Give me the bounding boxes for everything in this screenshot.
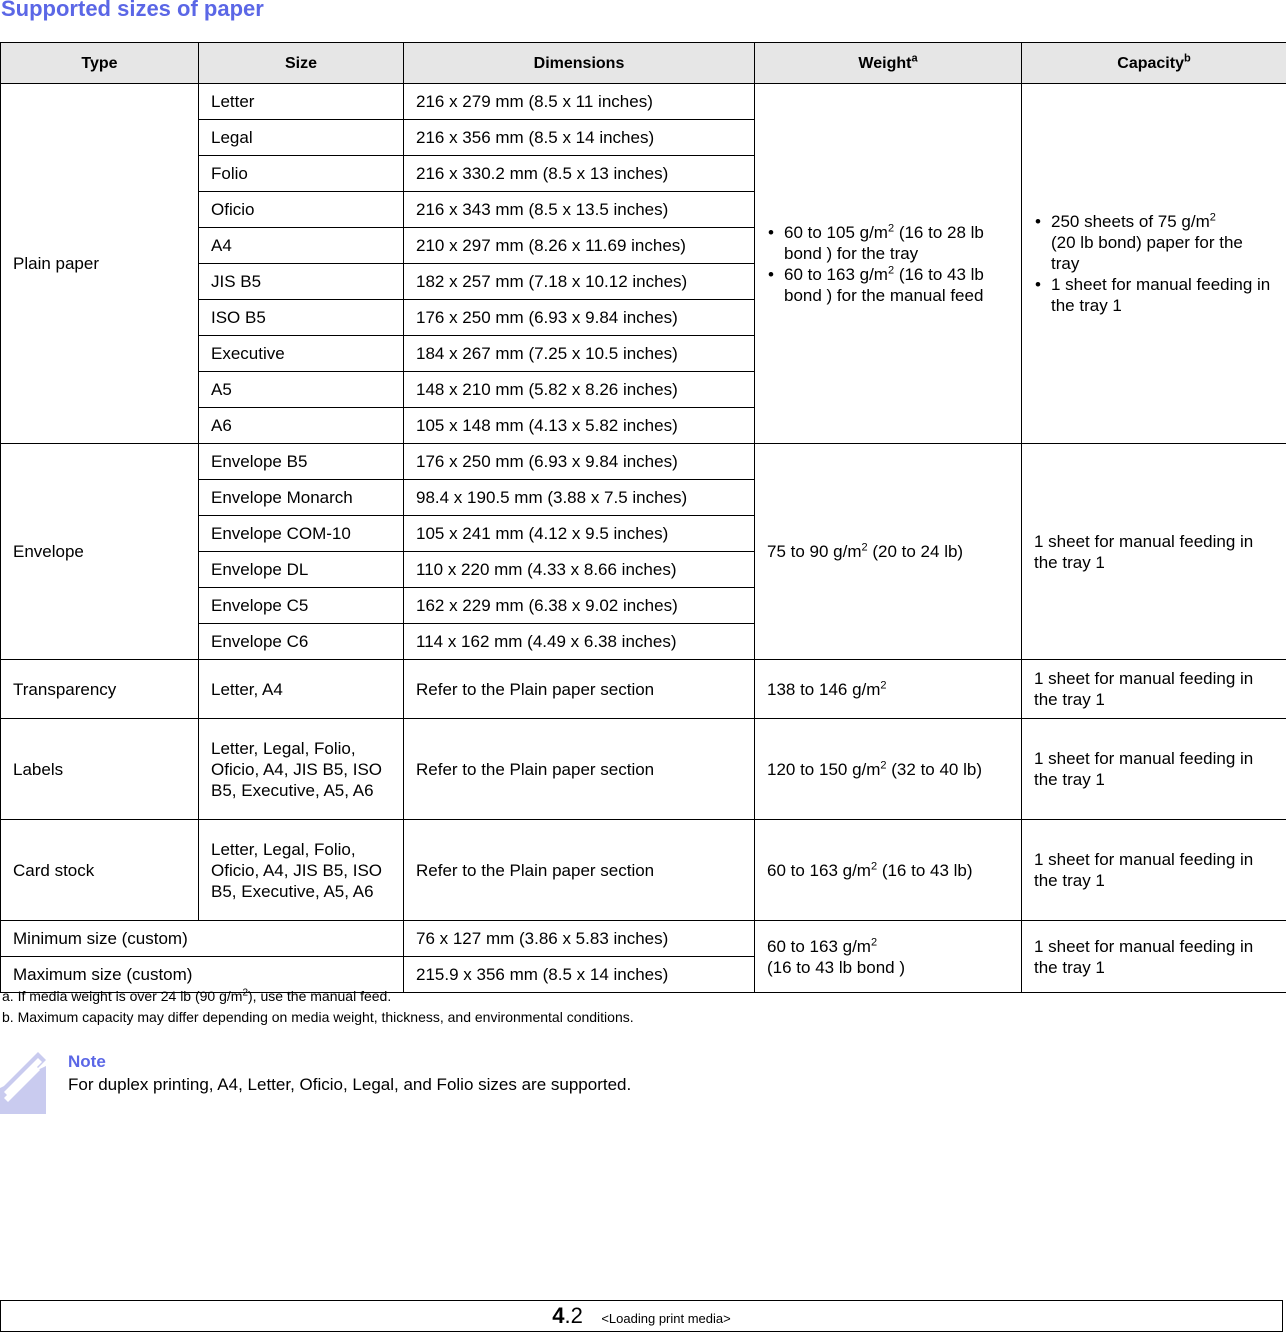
list-item: • 1 sheet for manual feeding in the tray 1 <box>1034 274 1274 316</box>
dimensions-cell: 176 x 250 mm (6.93 x 9.84 inches) <box>404 444 755 480</box>
size-cell: JIS B5 <box>199 264 404 300</box>
dimensions-cell: 216 x 356 mm (8.5 x 14 inches) <box>404 120 755 156</box>
section-name: <Loading print media> <box>601 1311 730 1326</box>
dimensions-cell: Refer to the Plain paper section <box>404 820 755 921</box>
dimensions-cell: 162 x 229 mm (6.38 x 9.02 inches) <box>404 588 755 624</box>
list-item: • 60 to 163 $g/m^2$ (16 to 43 lb bond ) for the manual feed <box>767 264 1009 306</box>
header-type: Type <box>1 43 199 84</box>
size-cell: Envelope B5 <box>199 444 404 480</box>
dimensions-cell: Refer to the Plain paper section <box>404 719 755 820</box>
dimensions-cell: 105 x 241 mm (4.12 x 9.5 inches) <box>404 516 755 552</box>
size-cell: Letter <box>199 84 404 120</box>
dimensions-cell: 216 x 279 mm (8.5 x 11 inches) <box>404 84 755 120</box>
page-title: Supported sizes of paper <box>1 0 264 22</box>
dimensions-cell: Refer to the Plain paper section <box>404 660 755 719</box>
capacity-cell <box>1022 84 1286 444</box>
weight-cell: 138 to 146 $g/m^2$ <box>755 660 1022 719</box>
size-cell: Envelope COM-10 <box>199 516 404 552</box>
footnote-b: b. Maximum capacity may differ depending on media weight, thickness, and environmental conditions. <box>2 1007 634 1028</box>
dimensions-cell: 182 x 257 mm (7.18 x 10.12 inches) <box>404 264 755 300</box>
footnote-a: a. If media weight is over 24 lb (90 $g/m^2$), use the manual feed. <box>2 986 634 1007</box>
dimensions-cell: 114 x 162 mm (4.49 x 6.38 inches) <box>404 624 755 660</box>
footnotes <box>2 986 634 1028</box>
table-header-row <box>1 43 1286 84</box>
dimensions-cell: 216 x 343 mm (8.5 x 13.5 inches) <box>404 192 755 228</box>
size-cell: Envelope C6 <box>199 624 404 660</box>
note-title: Note <box>68 1052 106 1072</box>
size-cell: Executive <box>199 336 404 372</box>
note-pencil-icon <box>0 1026 50 1116</box>
weight-cell <box>755 84 1022 444</box>
capacity-cell: 1 sheet for manual feeding in the tray 1 <box>1022 719 1286 820</box>
header-capacity: Capacity$^b$ <box>1022 43 1286 84</box>
table-row <box>1 820 1286 921</box>
size-cell: Envelope DL <box>199 552 404 588</box>
type-cell: Envelope <box>1 444 199 660</box>
dimensions-cell: 176 x 250 mm (6.93 x 9.84 inches) <box>404 300 755 336</box>
list-item: • 250 sheets of 75 $g/m^2$ (20 lb bond) paper for the tray <box>1034 211 1274 274</box>
footnote-ref-a: a <box>911 52 917 64</box>
type-cell: Plain paper <box>1 84 199 444</box>
dimensions-cell: 216 x 330.2 mm (8.5 x 13 inches) <box>404 156 755 192</box>
size-cell: Folio <box>199 156 404 192</box>
capacity-cell: 1 sheet for manual feeding in the tray 1 <box>1022 444 1286 660</box>
page-footer <box>0 1300 1283 1332</box>
table-row <box>1 84 1286 120</box>
weight-cell: 75 to 90 $g/m^2$ (20 to 24 lb) <box>755 444 1022 660</box>
weight-cell: 60 to 163 $g/m^2$ (16 to 43 lb bond ) <box>755 921 1022 993</box>
type-cell: Transparency <box>1 660 199 719</box>
header-dimensions: Dimensions <box>404 43 755 84</box>
size-cell: Letter, Legal, Folio, Oficio, A4, JIS B5, ISO B5, Executive, A5, A6 <box>199 719 404 820</box>
table-row <box>1 719 1286 820</box>
size-cell: ISO B5 <box>199 300 404 336</box>
paper-sizes-table <box>0 42 1286 993</box>
capacity-cell: 1 sheet for manual feeding in the tray 1 <box>1022 660 1286 719</box>
size-cell: Letter, Legal, Folio, Oficio, A4, JIS B5, ISO B5, Executive, A5, A6 <box>199 820 404 921</box>
size-cell: A4 <box>199 228 404 264</box>
size-cell: Envelope C5 <box>199 588 404 624</box>
dimensions-cell: 110 x 220 mm (4.33 x 8.66 inches) <box>404 552 755 588</box>
note-text: For duplex printing, A4, Letter, Oficio, Legal, and Folio sizes are supported. <box>68 1075 631 1095</box>
dimensions-cell: 215.9 x 356 mm (8.5 x 14 inches) <box>404 957 755 993</box>
type-cell: Card stock <box>1 820 199 921</box>
weight-cell: 120 to 150 $g/m^2$ (32 to 40 lb) <box>755 719 1022 820</box>
table-row <box>1 660 1286 719</box>
type-cell: Labels <box>1 719 199 820</box>
size-cell: Letter, A4 <box>199 660 404 719</box>
min-size-label: Minimum size (custom) <box>1 921 404 957</box>
size-cell: Oficio <box>199 192 404 228</box>
dimensions-cell: 148 x 210 mm (5.82 x 8.26 inches) <box>404 372 755 408</box>
footnote-ref-b: b <box>1184 52 1191 64</box>
dimensions-cell: 76 x 127 mm (3.86 x 5.83 inches) <box>404 921 755 957</box>
max-size-label: Maximum size (custom) <box>1 957 404 993</box>
dimensions-cell: 98.4 x 190.5 mm (3.88 x 7.5 inches) <box>404 480 755 516</box>
capacity-cell: 1 sheet for manual feeding in the tray 1 <box>1022 820 1286 921</box>
size-cell: Legal <box>199 120 404 156</box>
dimensions-cell: 105 x 148 mm (4.13 x 5.82 inches) <box>404 408 755 444</box>
size-cell: Envelope Monarch <box>199 480 404 516</box>
size-cell: A6 <box>199 408 404 444</box>
list-item: • 60 to 105 $g/m^2$ (16 to 28 lb bond ) for the tray <box>767 222 1009 264</box>
dimensions-cell: 210 x 297 mm (8.26 x 11.69 inches) <box>404 228 755 264</box>
weight-cell: 60 to 163 $g/m^2$ (16 to 43 lb) <box>755 820 1022 921</box>
table-row <box>1 921 1286 957</box>
page-number: 4.2 <box>552 1303 583 1328</box>
size-cell: A5 <box>199 372 404 408</box>
dimensions-cell: 184 x 267 mm (7.25 x 10.5 inches) <box>404 336 755 372</box>
header-weight: Weight$^a$ <box>755 43 1022 84</box>
capacity-cell: 1 sheet for manual feeding in the tray 1 <box>1022 921 1286 993</box>
header-size: Size <box>199 43 404 84</box>
table-row <box>1 444 1286 480</box>
